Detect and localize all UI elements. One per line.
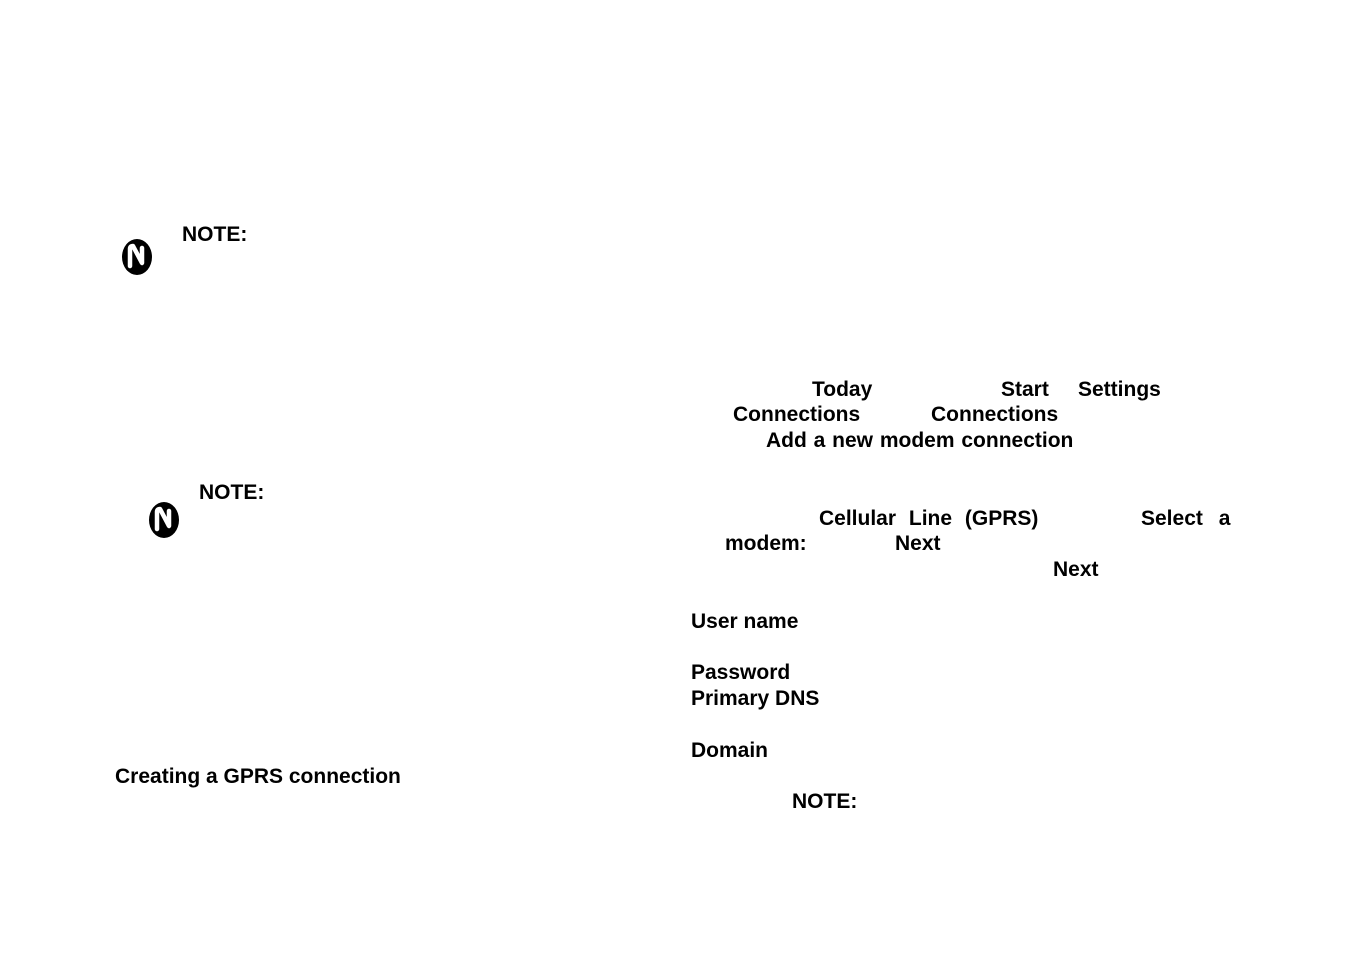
- today-keyword: Today: [812, 378, 873, 401]
- connections-keyword: Connections: [931, 403, 1059, 426]
- add-modem-keyword: Add a new modem connection: [766, 429, 1074, 452]
- modem-keyword: modem:: [725, 532, 807, 555]
- note-label: NOTE:: [182, 223, 248, 246]
- note-label: NOTE:: [199, 481, 265, 504]
- section-heading: Creating a GPRS connection: [115, 765, 401, 788]
- connections-keyword: Connections: [733, 403, 861, 426]
- note-icon: [146, 499, 182, 541]
- domain-label: Domain: [691, 739, 769, 762]
- password-label: Password: [691, 661, 791, 684]
- settings-keyword: Settings: [1078, 378, 1161, 401]
- next-keyword: Next: [895, 532, 941, 555]
- next-keyword: Next: [1053, 558, 1099, 581]
- select-modem-keyword: Select a: [1141, 507, 1231, 530]
- start-keyword: Start: [1001, 378, 1049, 401]
- note-label: NOTE:: [792, 790, 858, 813]
- primary-dns-label: Primary DNS: [691, 687, 820, 710]
- user-name-label: User name: [691, 610, 799, 633]
- cellular-line-keyword: Cellular Line (GPRS): [819, 507, 1039, 530]
- note-icon: [119, 236, 155, 278]
